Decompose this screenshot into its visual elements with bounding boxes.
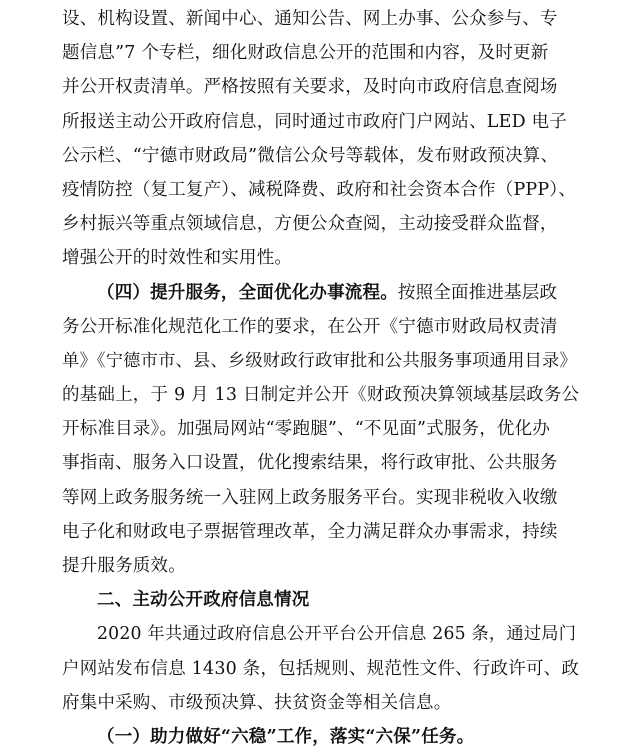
paragraph-line: 电子化和财政电子票据管理改革，全力满足群众办事需求，持续 [62,522,558,542]
subsection-heading: （一）助力做好“六稳”工作，落实“六保”任务。 [97,727,475,747]
paragraph-line: 的基础上，于 9 月 13 日制定并公开《财政预决算领域基层政务公 [62,385,580,405]
paragraph-line: 务公开标准化规范化工作的要求，在公开《宁德市财政局权责清 [62,317,558,337]
paragraph-line: 开标准目录》。加强局网站“零跑腿”、“不见面”式服务，优化办 [62,419,551,439]
section-heading: 二、主动公开政府信息情况 [97,590,310,610]
paragraph-line: 户网站发布信息 1430 条，包括规则、规范性文件、行政许可、政 [62,659,580,679]
paragraph-line: 增强公开的时效性和实用性。 [62,248,293,268]
section-4-heading: （四）提升服务，全面优化办事流程。 [97,283,398,303]
paragraph-line: 2020 年共通过政府信息公开平台公开信息 265 条，通过局门 [97,624,577,644]
paragraph-line: 单》《宁德市市、县、乡级财政行政审批和公共服务事项通用目录》 [62,351,577,371]
paragraph-line: 公示栏、“宁德市财政局”微信公众号等载体，发布财政预决算、 [62,146,559,166]
paragraph-line: 府集中采购、市级预决算、扶贫资金等相关信息。 [62,693,452,713]
paragraph-line: 疫情防控（复工复产）、减税降费、政府和社会资本合作（PPP）、 [62,180,577,200]
paragraph-line: 设、机构设置、新闻中心、通知公告、网上办事、公众参与、专 [62,9,558,29]
section-4-lead-text: 按照全面推进基层政 [397,283,558,303]
paragraph-line: 提升服务质效。 [62,556,186,576]
paragraph-line: 题信息”7 个专栏，细化财政信息公开的范围和内容，及时更新 [62,43,549,63]
paragraph-line: 并公开权责清单。严格按照有关要求，及时向市政府信息查阅场 [62,77,558,97]
paragraph-line: 所报送主动公开政府信息，同时通过市政府门户网站、LED 电子 [62,112,567,132]
paragraph-line: 等网上政务服务统一入驻网上政务服务平台。实现非税收入收缴 [62,488,558,508]
paragraph-line: 乡村振兴等重点领域信息，方便公众查阅，主动接受群众监督， [62,214,558,234]
paragraph-line: 事指南、服务入口设置，优化搜索结果，将行政审批、公共服务 [62,453,558,473]
section-4-lead-line [97,278,582,308]
